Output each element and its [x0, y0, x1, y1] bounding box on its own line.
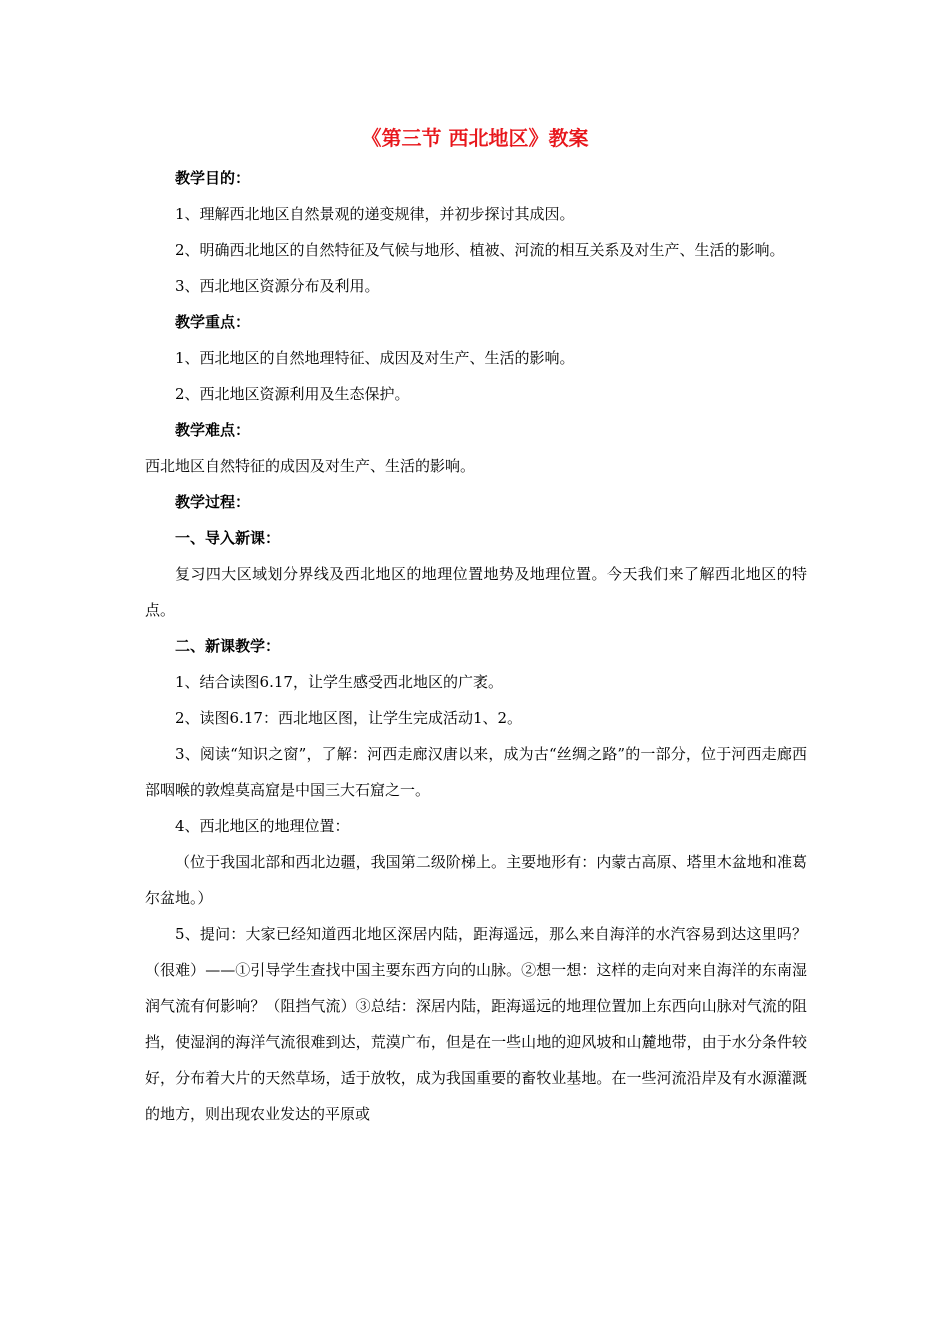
section-heading: 教学目的：	[175, 169, 251, 187]
body-paragraph: 西北地区自然特征的成因及对生产、生活的影响。	[145, 457, 476, 475]
body-paragraph: 4、西北地区的地理位置：	[175, 817, 350, 835]
body-paragraph: 3、阅读“知识之窗”，了解：河西走廊汉唐以来，成为古“丝绸之路”的一部分，位于河西走廊西部咽喉的敦煌莫高窟是中国三大石窟之一。	[145, 745, 807, 799]
body-paragraph: 1、结合读图6.17，让学生感受西北地区的广袤。	[175, 673, 503, 691]
section-heading: 教学重点：	[175, 313, 251, 331]
body-paragraph: 复习四大区域划分界线及西北地区的地理位置地势及地理位置。今天我们来了解西北地区的特点。	[145, 565, 807, 619]
section-heading: 教学难点：	[175, 421, 251, 439]
section-heading: 二、新课教学：	[175, 637, 281, 655]
document-body	[145, 160, 807, 1132]
body-paragraph: 1、西北地区的自然地理特征、成因及对生产、生活的影响。	[175, 349, 575, 367]
body-paragraph: 1、理解西北地区自然景观的递变规律，并初步探讨其成因。	[175, 205, 575, 223]
body-paragraph: 3、西北地区资源分布及利用。	[175, 277, 380, 295]
body-paragraph: 2、西北地区资源利用及生态保护。	[175, 385, 410, 403]
body-paragraph: 5、提问：大家已经知道西北地区深居内陆，距海遥远，那么来自海洋的水汽容易到达这里吗？（很难）——①引导学生查找中国主要东西方向的山脉。②想一想：这样的走向对来自海洋的东南湿润气流有何影响？（阻挡气流）③总结：深居内陆，距海遥远的地理位置加上东西向山脉对气流的阻挡，使湿润的海洋气流很难到达，荒漠广布，但是在一些山地的迎风坡和山麓地带，由于水分条件较好，分布着大片的天然草场，适于放牧，成为我国重要的畜牧业基地。在一些河流沿岸及有水源灌溉的地方，则出现农业发达的平原或	[145, 925, 807, 1123]
body-paragraph: 2、明确西北地区的自然特征及气候与地形、植被、河流的相互关系及对生产、生活的影响。	[175, 241, 785, 259]
body-paragraph: （位于我国北部和西北边疆，我国第二级阶梯上。主要地形有：内蒙古高原、塔里木盆地和准葛尔盆地。）	[145, 853, 807, 907]
document-title: 《第三节 西北地区》教案	[361, 126, 589, 150]
section-heading: 一、导入新课：	[175, 529, 281, 547]
section-heading: 教学过程：	[175, 493, 251, 511]
body-paragraph: 2、读图6.17：西北地区图，让学生完成活动1、2。	[175, 709, 523, 727]
